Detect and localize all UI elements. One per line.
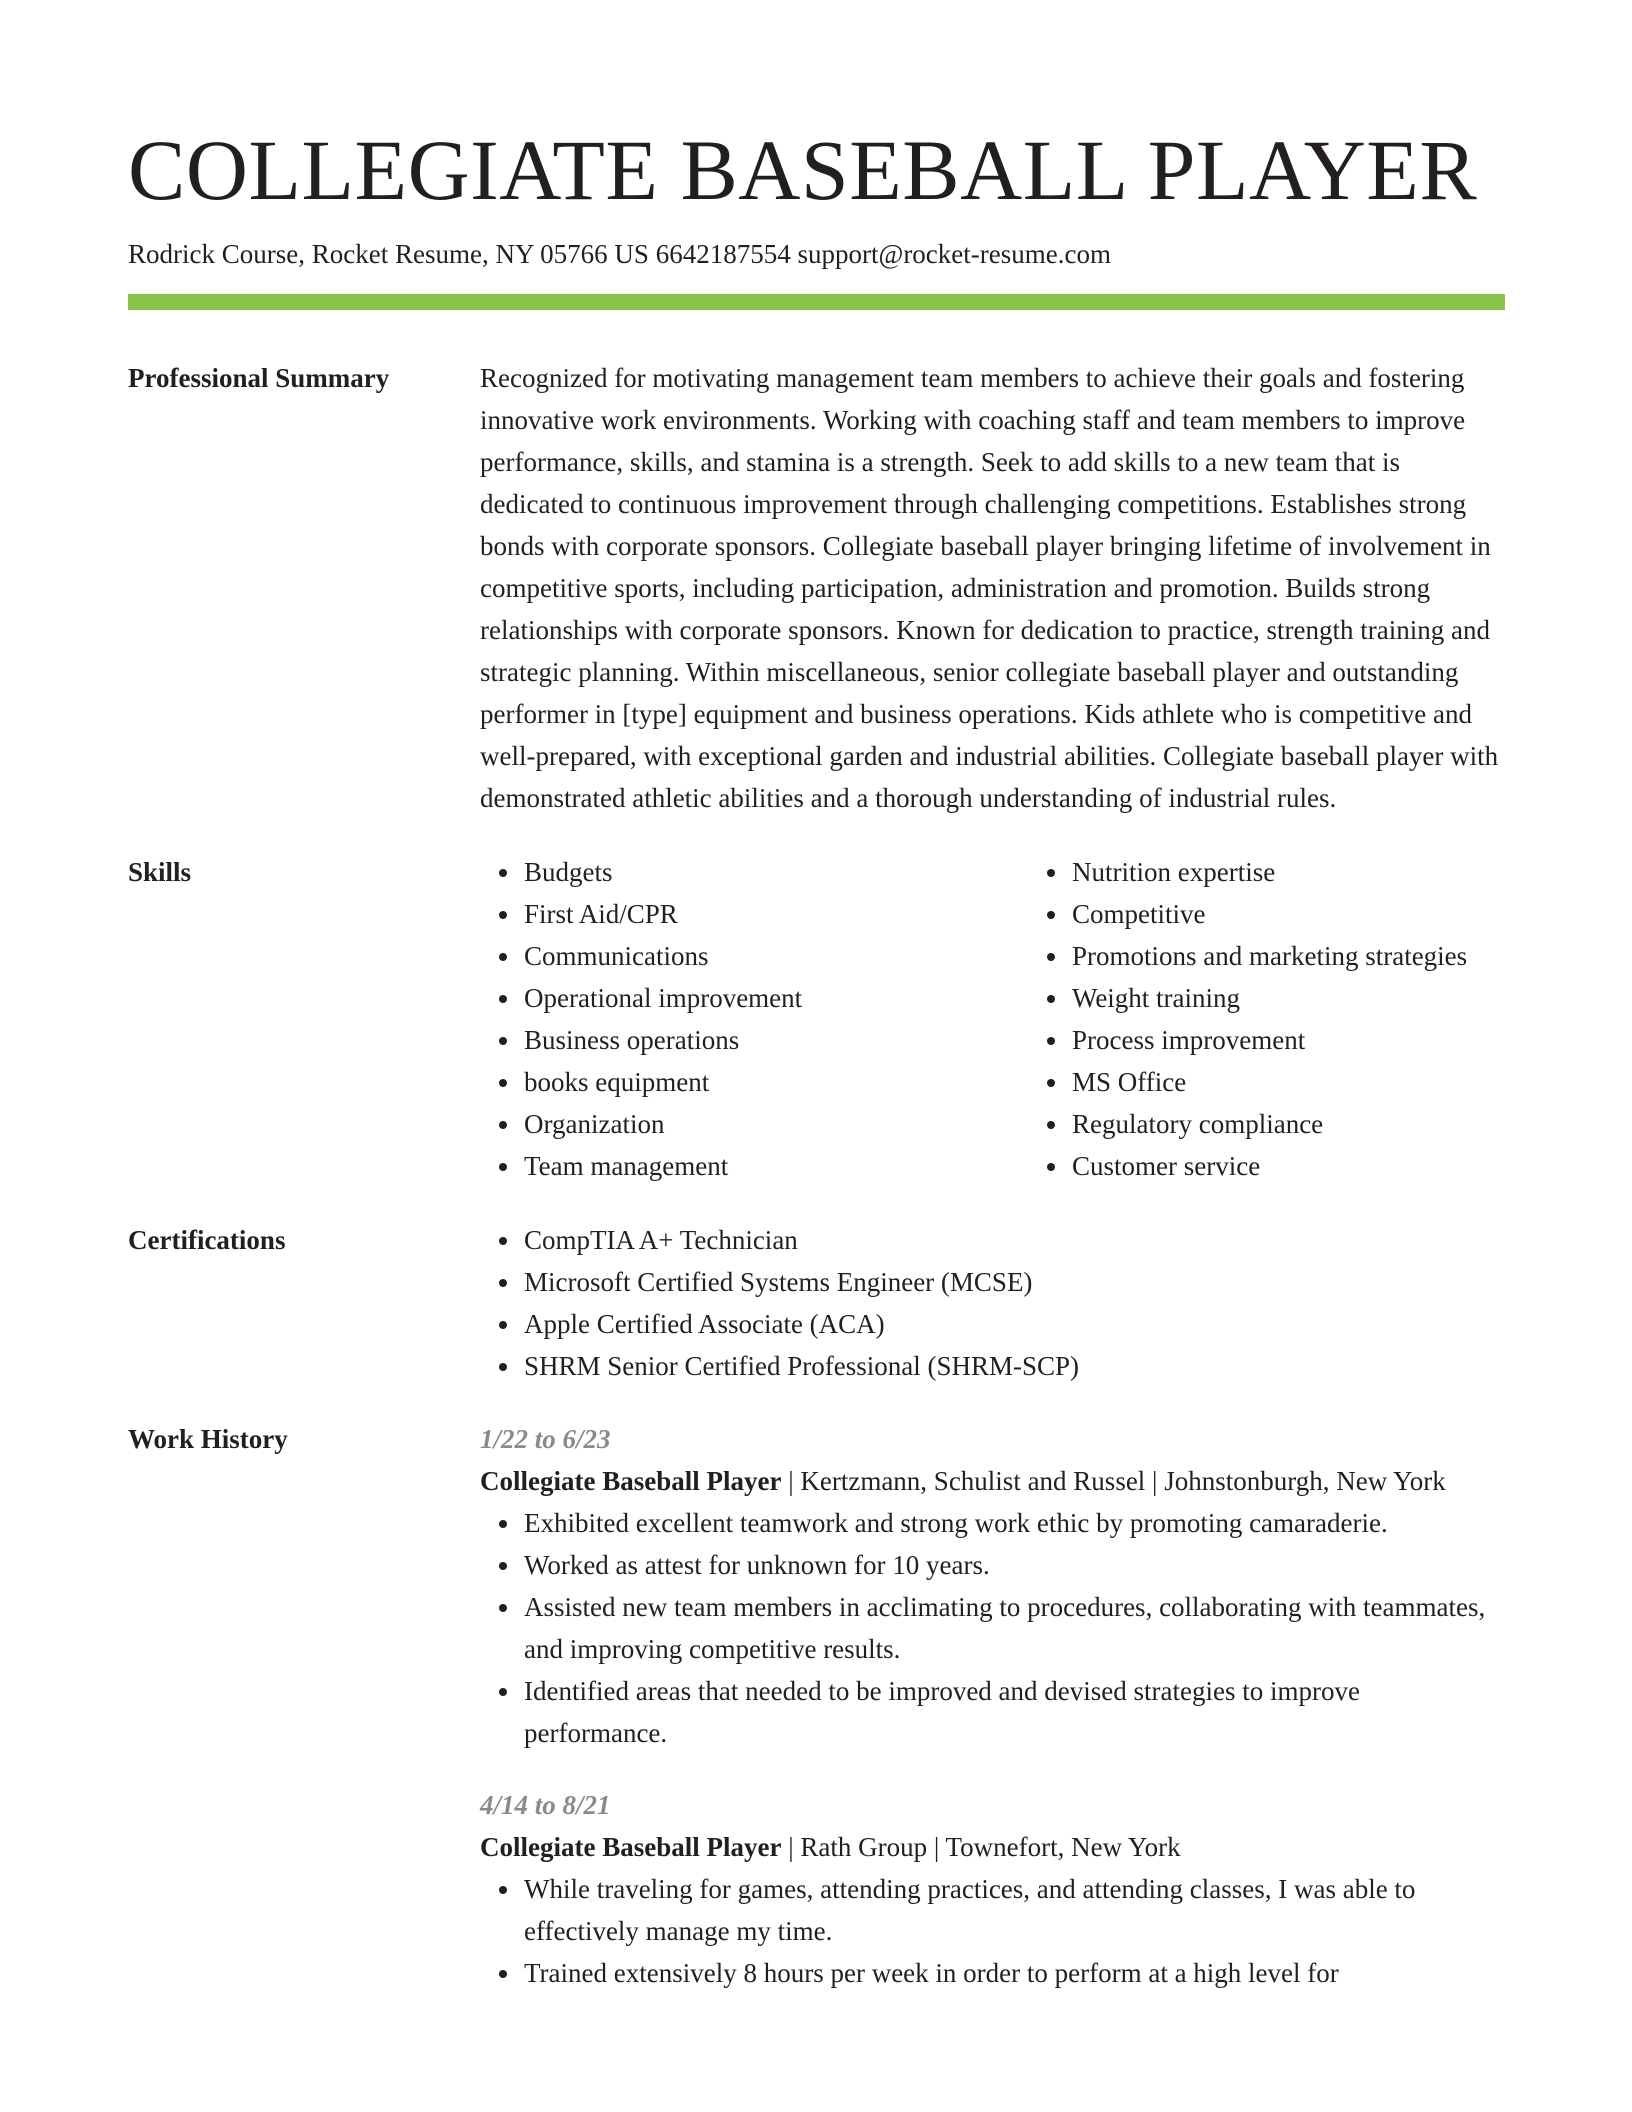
job-details: | Rath Group | Townefort, New York [781,1832,1181,1862]
skills-heading: Skills [128,857,192,887]
skill-item: Operational improvement [524,977,1028,1019]
skill-item: Business operations [524,1019,1028,1061]
job-title: Collegiate Baseball Player [480,1832,782,1862]
skill-item: First Aid/CPR [524,893,1028,935]
job-bullet: Assisted new team members in acclimating to procedures, collaborating with teammates, and improving competitive results. [524,1586,1505,1670]
job-bullet: Trained extensively 8 hours per week in order to perform at a high level for [524,1952,1505,1994]
skill-item: Organization [524,1103,1028,1145]
certification-item: Apple Certified Associate (ACA) [524,1303,1505,1345]
skill-item: MS Office [1072,1061,1505,1103]
skill-item: books equipment [524,1061,1028,1103]
contact-line: Rodrick Course, Rocket Resume, NY 05766 US 6642187554 support@rocket-resume.com [128,239,1111,269]
job-bullets [480,1502,1505,1754]
skill-item: Customer service [1072,1145,1505,1187]
skill-item: Promotions and marketing strategies [1072,935,1505,977]
work-history-section [128,1418,1505,1994]
job-bullet: While traveling for games, attending practices, and attending classes, I was able to effectively manage my time. [524,1868,1505,1952]
resume-title: COLLEGIATE BASEBALL PLAYER [128,122,1478,218]
skill-item: Weight training [1072,977,1505,1019]
job-bullet: Identified areas that needed to be improved and devised strategies to improve performance. [524,1670,1505,1754]
skills-section [128,851,1505,1187]
job-header [480,1826,1505,1868]
job-bullet: Exhibited excellent teamwork and strong work ethic by promoting camaraderie. [524,1502,1505,1544]
skill-item: Process improvement [1072,1019,1505,1061]
job-entry [480,1418,1505,1754]
work-history-heading: Work History [128,1424,288,1454]
job-bullets [480,1868,1505,1994]
summary-text: Recognized for motivating management team members to achieve their goals and fostering innovative work environments. Working with coaching staff and team members to improve performance, skills, and stamina is a strength. Seek to add skills to a new team that is dedicated to continuous improvement through challenging competitions. Establishes strong bonds with corporate sponsors. Collegiate baseball player bringing lifetime of involvement in competitive sports, including participation, administration and promotion. Builds strong relationships with corporate sponsors. Known for dedication to practice, strength training and strategic planning. Within miscellaneous, senior collegiate baseball player and outstanding performer in [type] equipment and business operations. Kids athlete who is competitive and well-prepared, with exceptional garden and industrial abilities. Collegiate baseball player with demonstrated athletic abilities and a thorough understanding of industrial rules. [480,363,1499,813]
certifications-heading: Certifications [128,1225,286,1255]
skill-item: Regulatory compliance [1072,1103,1505,1145]
job-details: | Kertzmann, Schulist and Russel | Johnstonburgh, New York [781,1466,1446,1496]
skill-item: Nutrition expertise [1072,851,1505,893]
header-divider [128,294,1505,310]
skills-list-left [480,851,1028,1187]
job-header [480,1460,1505,1502]
job-date: 1/22 to 6/23 [480,1424,611,1454]
skill-item: Team management [524,1145,1028,1187]
job-bullet: Worked as attest for unknown for 10 years. [524,1544,1505,1586]
certifications-list [480,1219,1505,1387]
certification-item: Microsoft Certified Systems Engineer (MCSE) [524,1261,1505,1303]
resume-page [128,120,1505,1994]
skills-list-right [1028,851,1505,1187]
certification-item: CompTIA A+ Technician [524,1219,1505,1261]
job-title: Collegiate Baseball Player [480,1466,782,1496]
skill-item: Budgets [524,851,1028,893]
job-date: 4/14 to 8/21 [480,1790,611,1820]
skill-item: Competitive [1072,893,1505,935]
summary-section [128,357,1505,819]
certifications-section [128,1219,1505,1387]
job-entry [480,1784,1505,1994]
summary-heading: Professional Summary [128,363,390,393]
skill-item: Communications [524,935,1028,977]
certification-item: SHRM Senior Certified Professional (SHRM-SCP) [524,1345,1505,1387]
